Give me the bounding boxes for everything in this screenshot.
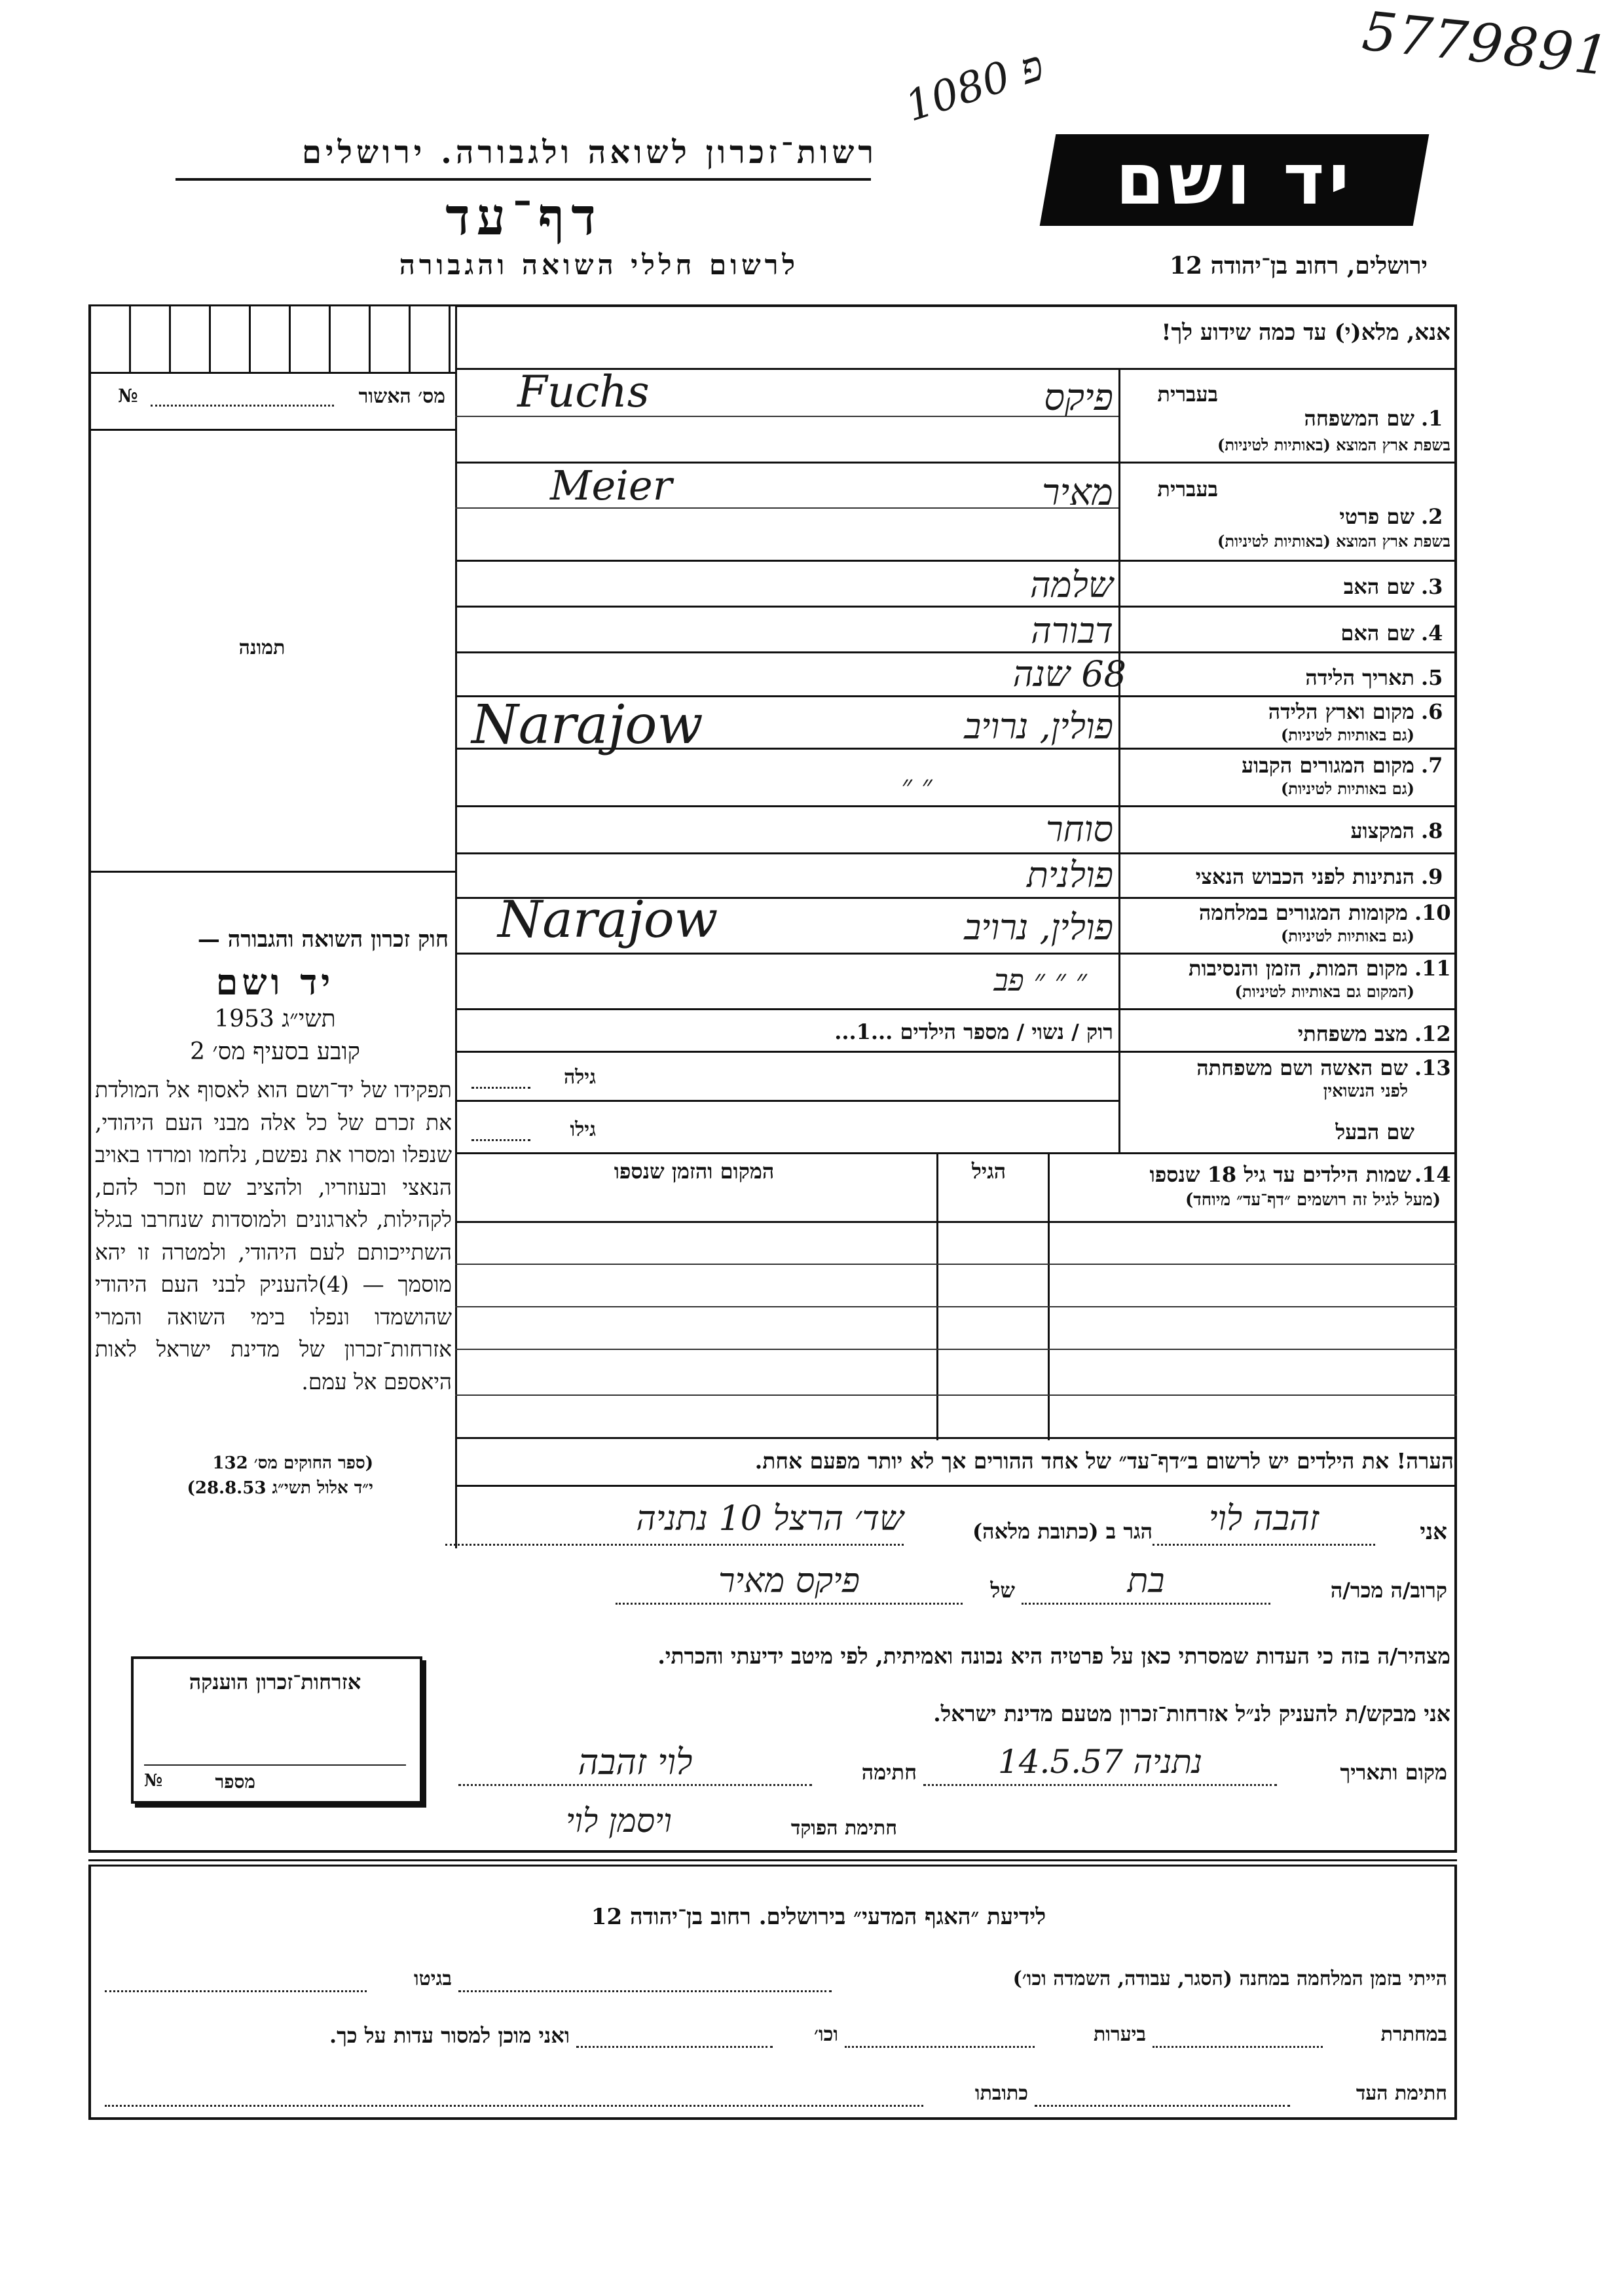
children-header-line xyxy=(455,1221,1457,1223)
footer-line2-d: ואני מוכן למסור עדות על כך. xyxy=(329,2023,570,2048)
cert-no-mark: № xyxy=(118,385,138,407)
field-3-number: 3. xyxy=(1421,574,1443,599)
cert-number-field[interactable] xyxy=(151,405,334,407)
note-bottom-line xyxy=(455,1485,1457,1487)
place-date-label: מקום ותאריך xyxy=(1340,1760,1447,1785)
children-col-divider-1 xyxy=(1048,1152,1050,1440)
field-5-value[interactable]: 68 שנה xyxy=(1012,653,1126,695)
decl-address-line xyxy=(445,1544,904,1546)
children-bottom-line xyxy=(455,1437,1457,1439)
citizenship-title: אזרחות־זכרון הוענקה xyxy=(189,1669,361,1694)
field-10-latin-value[interactable]: Narajow xyxy=(498,890,718,949)
signature-value[interactable]: לוי זהבה xyxy=(578,1741,693,1783)
photo-bottom-line xyxy=(91,871,455,873)
field-12-value[interactable]: רוק / נשוי / מספר הילדים ...1... xyxy=(834,1019,1113,1044)
header-divider xyxy=(175,178,871,181)
footer-title: לידיעת ״האגף המדעי״ בירושלים. רחוב בן־יהודה 12 xyxy=(591,1904,1046,1930)
decl-line1-prefix: אני xyxy=(1420,1519,1447,1545)
row-line xyxy=(455,560,1457,562)
official-signature-value[interactable]: ויסמן לוי xyxy=(566,1802,672,1840)
field-14-number: 14. xyxy=(1414,1162,1451,1187)
signature-label: חתימה xyxy=(861,1760,917,1785)
field-3-label: שם האב xyxy=(1343,574,1414,599)
witness-signature-field[interactable] xyxy=(1035,2105,1290,2107)
decl-line1-mid: הגר ב (כתובת מלאה) xyxy=(972,1519,1153,1544)
field-6-sub: (גם באותיות לטיניות) xyxy=(1280,725,1414,744)
field-6-label: מקום וארץ הלידה xyxy=(1268,699,1414,724)
footer-frame xyxy=(88,1865,1457,2120)
cert-boxes xyxy=(91,306,455,374)
field-9-value[interactable]: פולנית xyxy=(1026,854,1113,896)
children-row-line xyxy=(455,1349,1457,1350)
field-7-number: 7. xyxy=(1421,753,1443,778)
form-title: דף־עד xyxy=(445,187,602,247)
witness-address-field[interactable] xyxy=(105,2105,923,2107)
field-10-number: 10. xyxy=(1414,900,1451,925)
field-4-label: שם האם xyxy=(1340,621,1414,646)
wife-age-label: גילה xyxy=(563,1066,596,1089)
field-1-sub: בשפת ארץ המוצא (באותיות לטיניות) xyxy=(1217,435,1450,454)
field-2-latin-value[interactable]: Meier xyxy=(550,462,673,509)
decl-name-line xyxy=(1153,1544,1375,1546)
row-line xyxy=(455,1152,1457,1154)
place-date-line xyxy=(923,1784,1277,1786)
row-line xyxy=(455,1100,1120,1102)
field-12-label: מצב משפחתי xyxy=(1297,1021,1408,1046)
field-11-value[interactable]: ״ ״ ״ פב xyxy=(993,962,1087,998)
field-6-latin-value[interactable]: Narajow xyxy=(471,694,703,756)
footer-line1-a: הייתי בזמן המלחמה במחנה (הסגר, עבודה, השמדה וכו׳) xyxy=(1012,1967,1447,1990)
children-place-header: המקום והזמן שנספו xyxy=(614,1159,775,1184)
law-name: יד ושם xyxy=(215,961,335,1003)
children-col-divider-2 xyxy=(936,1152,938,1440)
field-13-number: 13. xyxy=(1414,1055,1451,1080)
footer-line2-a: במחתרת xyxy=(1380,2023,1447,2046)
underground-field[interactable] xyxy=(1153,2046,1323,2048)
field-9-label: הנתינות לפני הכבוש הנאצי xyxy=(1195,864,1414,889)
other-field[interactable] xyxy=(576,2046,773,2048)
footer-top-line xyxy=(88,1859,1457,1861)
law-ref-2: י״ד אלול תשי״ג 28.8.53) xyxy=(187,1478,373,1498)
field-5-label: תאריך הלידה xyxy=(1305,665,1414,690)
children-row-line xyxy=(455,1394,1457,1396)
field-11-label: מקום המות, הזמן והנסיבות xyxy=(1188,956,1408,981)
field-3-value[interactable]: שלמה xyxy=(1029,564,1113,606)
field-6-number: 6. xyxy=(1421,699,1443,724)
decl-line2-mid: של xyxy=(990,1578,1015,1603)
footer-line1-b: בגיטו xyxy=(413,1967,452,1990)
photo-top-line xyxy=(91,429,455,431)
children-row-line xyxy=(455,1306,1457,1307)
handwritten-note: 1080 פ xyxy=(899,41,1050,132)
field-13-label: שם האשה ושם משפחתה xyxy=(1196,1055,1408,1080)
decl-line3: מצהיר/ה בזה כי העדות שמסרתי כאן על פרטיה היא נכונה ואמיתית, לפי מיטב ידיעתי והכרתי. xyxy=(657,1643,1450,1669)
archive-number: 5779891 xyxy=(1359,0,1614,88)
field-10-value[interactable]: פולין, נרויב xyxy=(964,907,1113,948)
photo-label: תמונה xyxy=(238,636,286,659)
husband-label: שם הבעל xyxy=(1335,1120,1414,1144)
address: ירושלים, רחוב בן־יהודה 12 xyxy=(1169,252,1428,280)
footer-line3-b: כתובתו xyxy=(974,2082,1028,2105)
law-text: תפקידו של יד־ושם הוא לאסוף אל המולדת את זכרם של כל אלה מבני העם היהודי, שנפלו ומסרו את נפשם, נלחמו ומרדו באויב הנאצי ובעוזריו, ולהציב שם וזכר להם, לקהילות, לארגונים ולמוסדות שנחרבו בגלל השתייכותם לעם היהודי, ולמטרה זו יהא מוסמך — (4)להעניק לבני העם היהודי שהושמדו ונפלו בימי השואה והמרי אזרחות־זכרון של מדינת ישראל לאות היאספם אל עמם. xyxy=(95,1077,452,1394)
footer-line3-a: חתימת העד xyxy=(1356,2082,1447,2105)
field-2-label: שם פרטי xyxy=(1339,504,1414,529)
field-1-latin-value[interactable]: Fuchs xyxy=(517,367,650,417)
husband-age-field[interactable] xyxy=(471,1139,530,1141)
field-2-hebrew-tag: בעברית xyxy=(1157,477,1218,501)
field-8-number: 8. xyxy=(1421,818,1443,843)
wife-age-field[interactable] xyxy=(471,1087,530,1089)
citizenship-number-field[interactable] xyxy=(144,1764,406,1766)
field-1-number: 1. xyxy=(1421,406,1443,431)
children-note: הערה! את הילדים יש לרשום ב״דף־עד״ של אחד ההורים אך לא יותר מפעם אחת. xyxy=(754,1448,1454,1474)
law-year: תשי״ג 1953 xyxy=(214,1006,336,1032)
form-subtitle: לרשום חללי השואה והגבורה xyxy=(399,249,799,281)
field-1-hebrew-value[interactable]: פיקס xyxy=(1044,376,1113,419)
place-date-value[interactable]: נתניה 14.5.57 xyxy=(997,1743,1203,1781)
footer-line2-b: ביערות xyxy=(1093,2023,1146,2046)
field-7-sub: (גם באותיות לטיניות) xyxy=(1280,779,1414,798)
decl-relative-name[interactable]: פיקס מאיר xyxy=(718,1561,860,1601)
law-clause: קובע בסעיף מס׳ 2 xyxy=(190,1038,360,1065)
footer-line2-c: וכו׳ xyxy=(814,2023,838,2046)
citizenship-no-mark: № xyxy=(144,1771,163,1791)
decl-name[interactable]: זהבה לוי xyxy=(1208,1499,1320,1539)
field-9-number: 9. xyxy=(1421,864,1443,889)
ghetto-field[interactable] xyxy=(105,1990,367,1992)
husband-age-label: גילו xyxy=(570,1118,596,1141)
field-4-number: 4. xyxy=(1421,621,1443,646)
decl-line4: אני מבקש/ת להעניק לנ״ל אזרחות־זכרון מטעם מדינת ישראל. xyxy=(933,1701,1450,1726)
authority-name: רשות־זכרון לשואה ולגבורה. ירושלים xyxy=(301,134,877,171)
field-2-hebrew-value[interactable]: מאיר xyxy=(1042,471,1113,514)
row-line xyxy=(455,1051,1457,1053)
law-title: חוק זכרון השואה והגבורה — xyxy=(197,926,449,953)
decl-relation-line xyxy=(1022,1603,1270,1605)
camp-field[interactable] xyxy=(458,1990,832,1992)
decl-relative-line xyxy=(616,1603,963,1605)
field-4-value[interactable]: דבורה xyxy=(1031,610,1113,651)
field-2-number: 2. xyxy=(1421,504,1443,529)
decl-address[interactable]: שד׳ הרצל 10 נתניה xyxy=(636,1499,904,1539)
row-line xyxy=(455,1008,1457,1010)
field-1-label: שם המשפחה xyxy=(1304,406,1414,431)
cert-label: מס׳ האשור xyxy=(358,385,445,408)
field-8-label: המקצוע xyxy=(1350,818,1414,843)
official-signature-label: חתימת הפוקד xyxy=(790,1817,897,1840)
field-5-number: 5. xyxy=(1421,665,1443,690)
field-14-sub: (מעל לגיל זה רושמים ״דף־עד״ מיוחד) xyxy=(1185,1190,1441,1210)
field-13-sub: לפני הנשואין xyxy=(1323,1082,1408,1101)
field-1-hebrew-tag: בעברית xyxy=(1157,382,1218,407)
children-age-header: הגיל xyxy=(971,1159,1006,1184)
field-10-label: מקומות המגורים במלחמה xyxy=(1198,900,1408,925)
field-11-number: 11. xyxy=(1414,956,1451,981)
intro-text: אנא, מלא(י) עד כמה שידוע לך! xyxy=(1161,319,1450,346)
row-line xyxy=(455,805,1457,807)
signature-line xyxy=(458,1784,812,1786)
citizenship-number-label: מספר xyxy=(215,1771,255,1793)
field-12-number: 12. xyxy=(1414,1021,1451,1046)
field-10-sub: (גם באותיות לטיניות) xyxy=(1280,926,1414,945)
field-2-sub: בשפת ארץ המוצא (באותיות לטיניות) xyxy=(1217,532,1450,551)
logo-text: יד ושם xyxy=(1115,139,1354,221)
decl-line2-prefix: קרוב/ה מכר/ה xyxy=(1330,1578,1447,1603)
field-6-value[interactable]: פולין, נרויב xyxy=(964,706,1113,747)
field-8-value[interactable]: סוחר xyxy=(1045,809,1113,850)
forests-field[interactable] xyxy=(845,2046,1035,2048)
field-11-sub: (המקום גם באותיות לטיניות) xyxy=(1234,982,1414,1001)
children-row-line xyxy=(455,1264,1457,1265)
law-ref-1: (ספר החוקים מס׳ 132 xyxy=(212,1453,373,1473)
sidebar-divider xyxy=(455,304,457,1548)
decl-relation[interactable]: בת xyxy=(1127,1561,1165,1601)
hebrew-latin-divider-1 xyxy=(1118,368,1120,545)
row-line xyxy=(455,953,1457,955)
field-7-label: מקום המגורים הקבוע xyxy=(1242,753,1414,778)
row-line xyxy=(455,606,1457,608)
field-7-value[interactable]: ״ ״ xyxy=(901,769,932,803)
field-14-label: שמות הילדים עד גיל 18 שנספו xyxy=(1149,1162,1411,1187)
